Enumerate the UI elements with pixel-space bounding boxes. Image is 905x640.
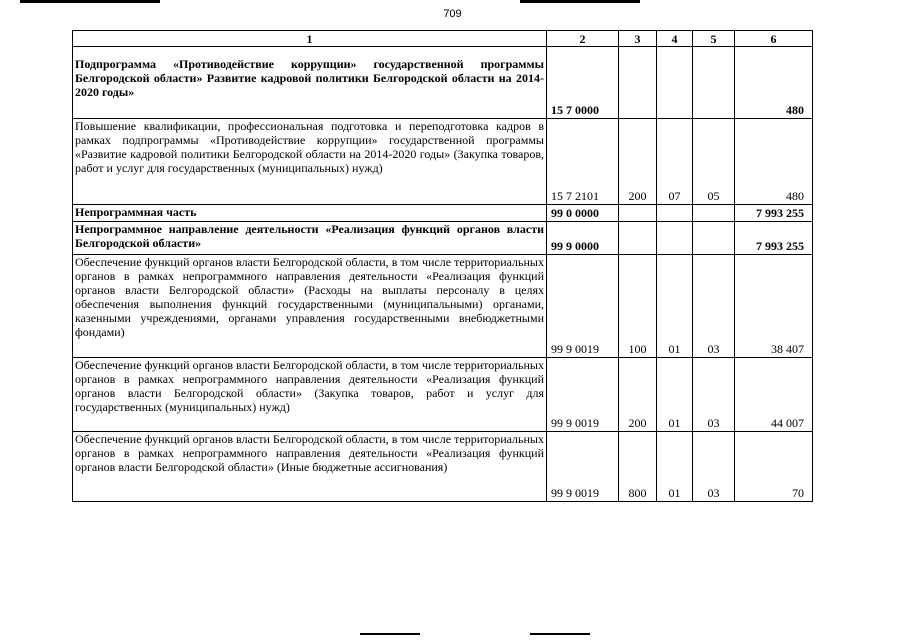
row-description: Подпрограмма «Противодействие коррупции» государственной программы Белгородской области» Развитие кадровой политики Белгородской области на 2014-2020 годы» xyxy=(73,47,547,119)
page-number: 709 xyxy=(443,8,462,20)
row-type xyxy=(619,205,657,222)
row-code: 99 9 0019 xyxy=(547,432,619,502)
row-subsection: 03 xyxy=(693,432,735,502)
row-description: Обеспечение функций органов власти Белгородской области, в том числе территориальных органов в рамках непрограммного направления деятельности «Реализация функций органов власти Белгородской области» (Расходы на выплаты персоналу в целях обеспечения выполнения функций государственными (муниципальными) органами, казенными учреждениями, органами управления государственными внебюджетными фондами) xyxy=(73,255,547,358)
row-code: 99 9 0000 xyxy=(547,222,619,255)
row-section: 01 xyxy=(657,255,693,358)
row-section xyxy=(657,205,693,222)
row-amount: 7 993 255 xyxy=(735,222,813,255)
row-subsection: 03 xyxy=(693,358,735,432)
row-amount: 480 xyxy=(735,119,813,205)
row-section xyxy=(657,222,693,255)
row-code: 15 7 0000 xyxy=(547,47,619,119)
table-row xyxy=(73,255,813,358)
row-section: 01 xyxy=(657,432,693,502)
row-code: 99 9 0019 xyxy=(547,255,619,358)
row-code: 99 0 0000 xyxy=(547,205,619,222)
row-subsection xyxy=(693,47,735,119)
row-subsection: 05 xyxy=(693,119,735,205)
row-type: 200 xyxy=(619,119,657,205)
table-header-row xyxy=(73,31,813,47)
row-description: Повышение квалификации, профессиональная подготовка и переподготовка кадров в рамках подпрограммы «Противодействие коррупции» государственной программы «Развитие кадровой политики Белгородской области на 2014-2020 годы» (Закупка товаров, работ и услуг для государственных (муниципальных) нужд) xyxy=(73,119,547,205)
row-amount: 480 xyxy=(735,47,813,119)
row-description: Непрограммное направление деятельности «Реализация функций органов власти Белгородской области» xyxy=(73,222,547,255)
table-row xyxy=(73,119,813,205)
bottom-scan-rule xyxy=(360,633,420,635)
row-description: Обеспечение функций органов власти Белгородской области, в том числе территориальных органов в рамках непрограммного направления деятельности «Реализация функций органов власти Белгородской области» (Иные бюджетные ассигнования) xyxy=(73,432,547,502)
column-header: 2 xyxy=(547,31,619,47)
row-type: 800 xyxy=(619,432,657,502)
row-amount: 38 407 xyxy=(735,255,813,358)
table-row xyxy=(73,205,813,222)
table-row xyxy=(73,222,813,255)
column-header: 3 xyxy=(619,31,657,47)
row-amount: 44 007 xyxy=(735,358,813,432)
row-section xyxy=(657,47,693,119)
bottom-scan-rule xyxy=(530,633,590,635)
row-subsection xyxy=(693,205,735,222)
row-code: 15 7 2101 xyxy=(547,119,619,205)
row-type xyxy=(619,222,657,255)
row-code: 99 9 0019 xyxy=(547,358,619,432)
table-row xyxy=(73,47,813,119)
budget-table xyxy=(72,30,813,502)
row-subsection: 03 xyxy=(693,255,735,358)
top-scan-rule xyxy=(20,0,160,3)
row-subsection xyxy=(693,222,735,255)
row-type: 200 xyxy=(619,358,657,432)
column-header: 1 xyxy=(73,31,547,47)
row-amount: 70 xyxy=(735,432,813,502)
row-type xyxy=(619,47,657,119)
column-header: 4 xyxy=(657,31,693,47)
row-type: 100 xyxy=(619,255,657,358)
row-section: 07 xyxy=(657,119,693,205)
row-amount: 7 993 255 xyxy=(735,205,813,222)
row-section: 01 xyxy=(657,358,693,432)
row-description: Непрограммная часть xyxy=(73,205,547,222)
top-scan-rule xyxy=(520,0,640,3)
column-header: 6 xyxy=(735,31,813,47)
table-row xyxy=(73,432,813,502)
column-header: 5 xyxy=(693,31,735,47)
table-row xyxy=(73,358,813,432)
row-description: Обеспечение функций органов власти Белгородской области, в том числе территориальных органов в рамках непрограммного направления деятельности «Реализация функций органов власти Белгородской области» (Закупка товаров, работ и услуг для государственных (муниципальных) нужд) xyxy=(73,358,547,432)
